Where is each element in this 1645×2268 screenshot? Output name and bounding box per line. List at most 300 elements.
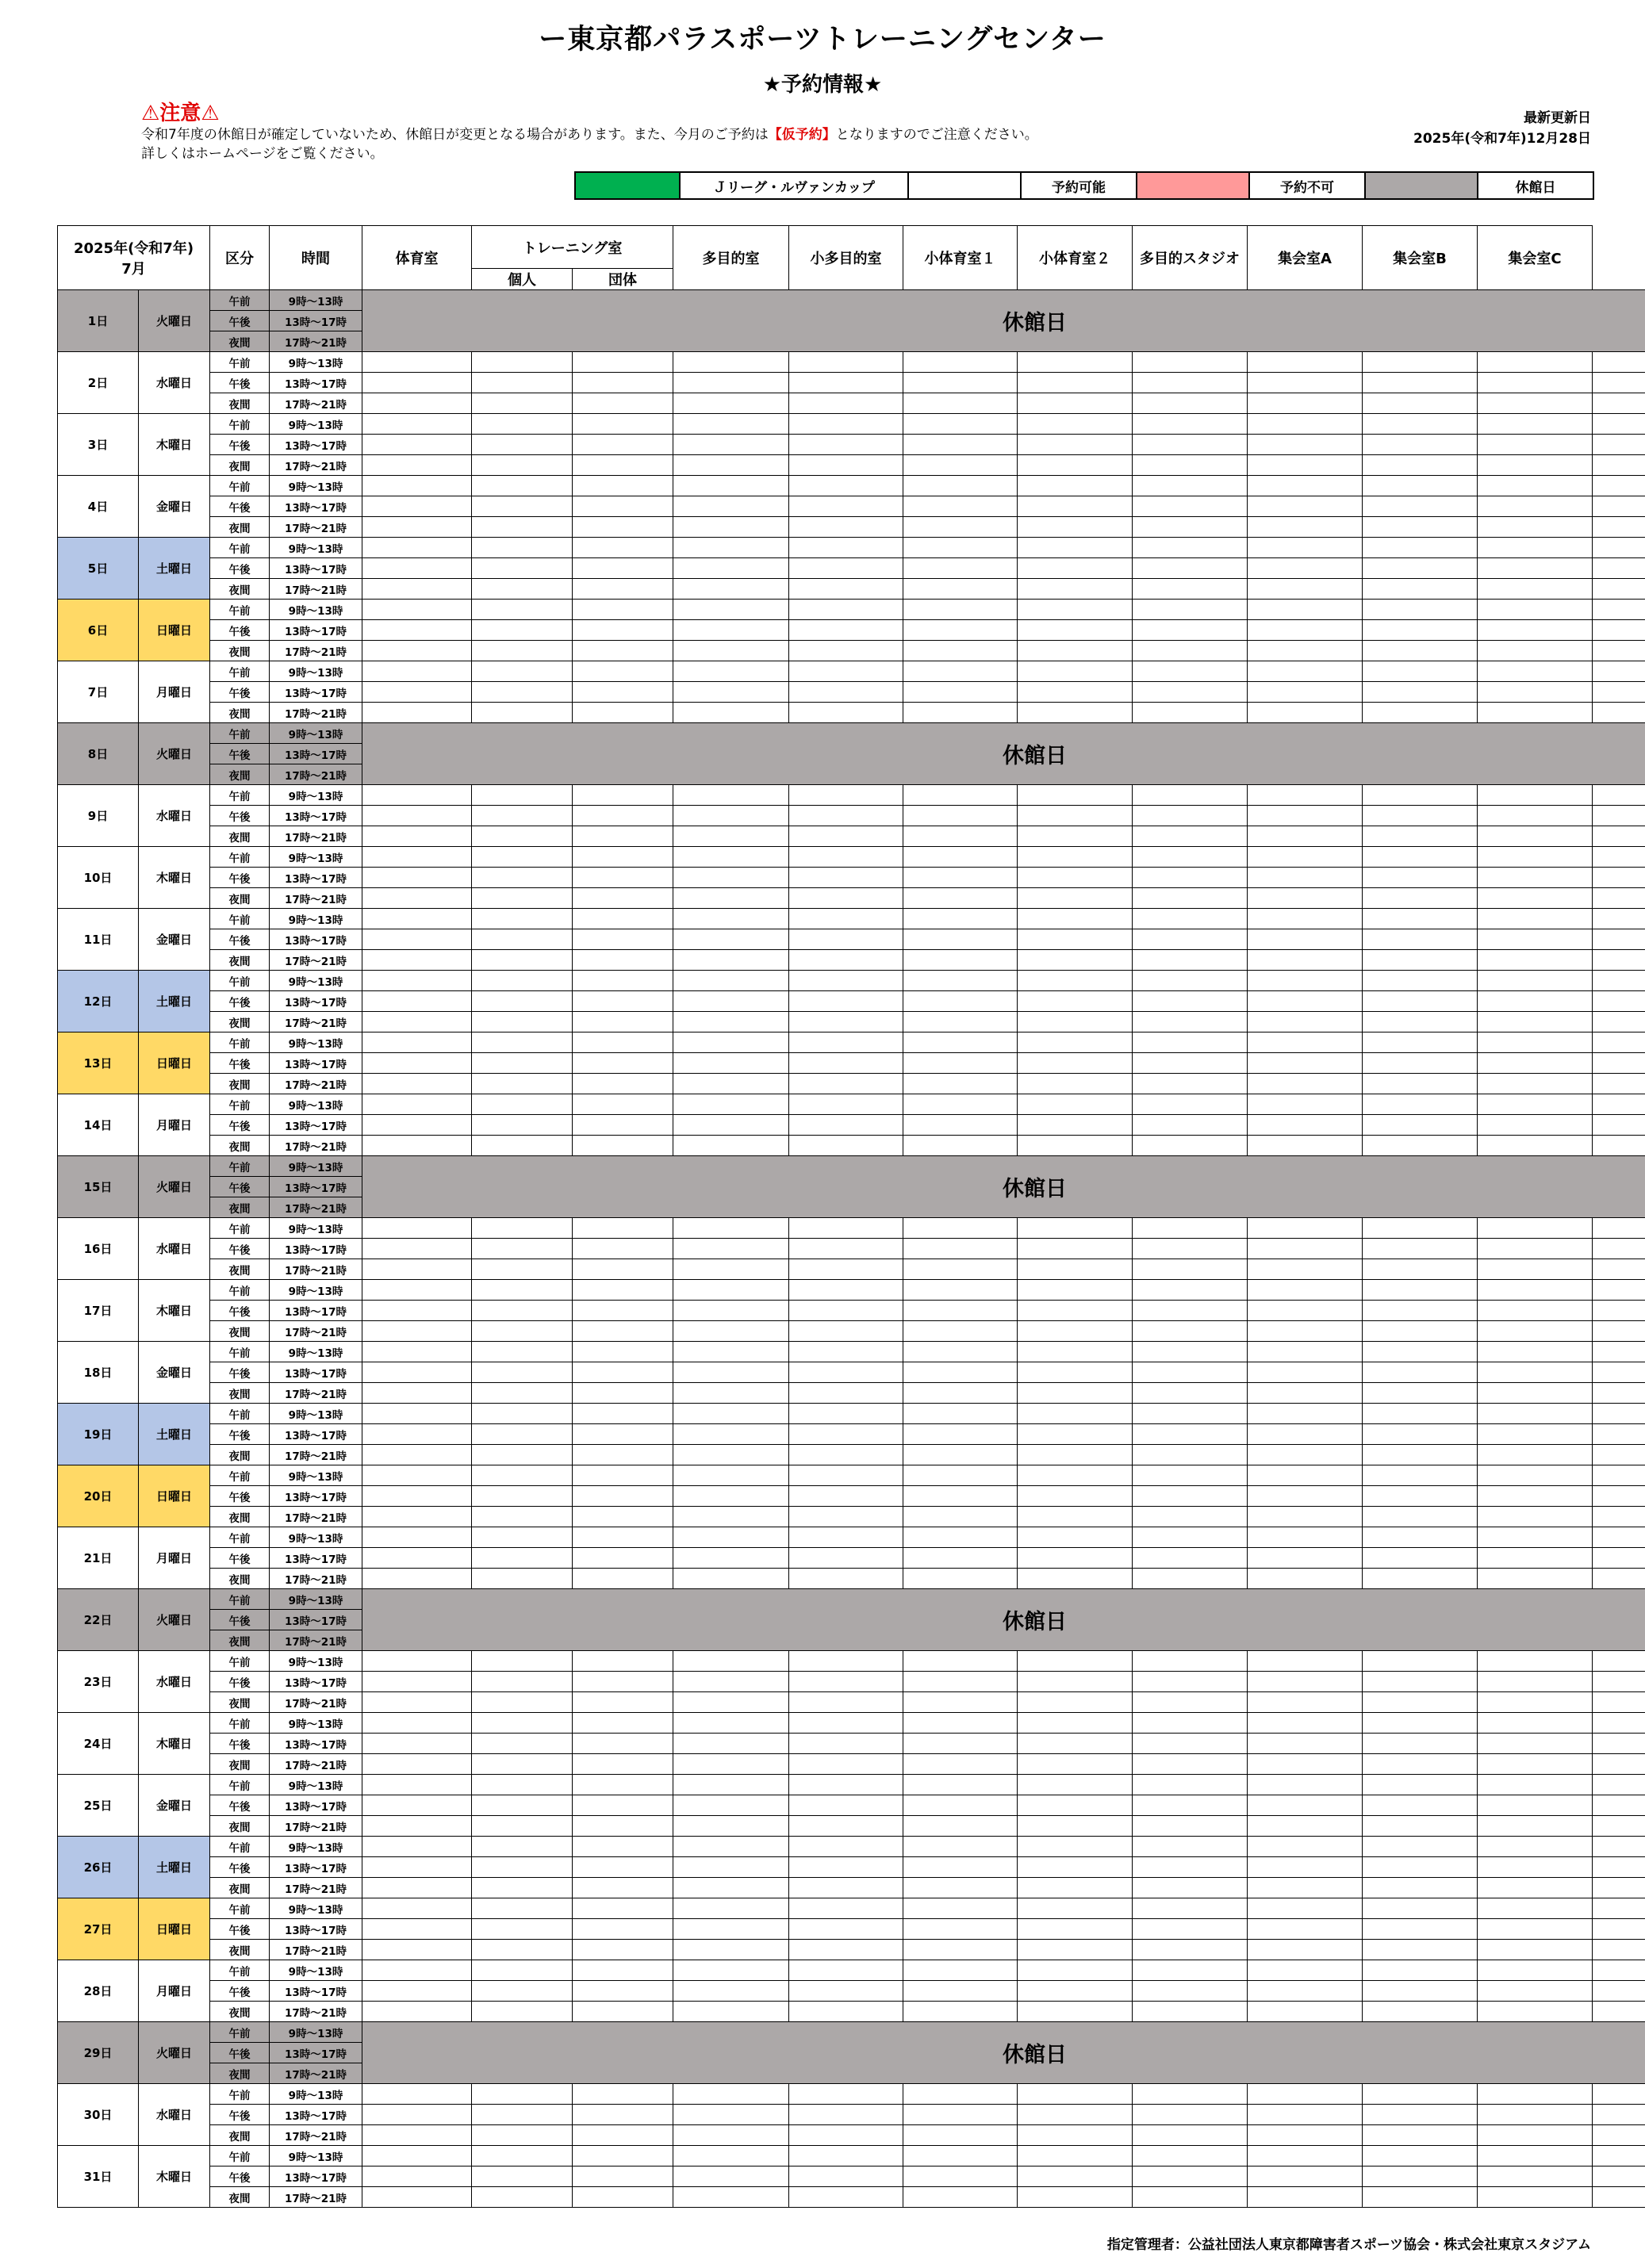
reservation-cell[interactable] bbox=[1133, 455, 1248, 476]
reservation-cell[interactable] bbox=[673, 2166, 789, 2187]
reservation-cell[interactable] bbox=[362, 2166, 472, 2187]
reservation-cell[interactable] bbox=[903, 847, 1018, 868]
reservation-cell[interactable] bbox=[1248, 1837, 1363, 1857]
reservation-cell[interactable] bbox=[1593, 1940, 1645, 1960]
reservation-cell[interactable] bbox=[1018, 2002, 1133, 2022]
reservation-cell[interactable] bbox=[573, 682, 673, 703]
reservation-cell[interactable] bbox=[472, 909, 573, 929]
reservation-cell[interactable] bbox=[362, 1445, 472, 1465]
reservation-cell[interactable] bbox=[1018, 1507, 1133, 1527]
reservation-cell[interactable] bbox=[673, 826, 789, 847]
reservation-cell[interactable] bbox=[1363, 929, 1478, 950]
reservation-cell[interactable] bbox=[1363, 1053, 1478, 1074]
reservation-cell[interactable] bbox=[1593, 888, 1645, 909]
reservation-cell[interactable] bbox=[472, 1321, 573, 1342]
reservation-cell[interactable] bbox=[789, 1404, 903, 1424]
reservation-cell[interactable] bbox=[472, 971, 573, 991]
reservation-cell[interactable] bbox=[362, 1115, 472, 1136]
reservation-cell[interactable] bbox=[1478, 703, 1593, 723]
reservation-cell[interactable] bbox=[1593, 909, 1645, 929]
reservation-cell[interactable] bbox=[573, 971, 673, 991]
reservation-cell[interactable] bbox=[362, 1342, 472, 1362]
reservation-cell[interactable] bbox=[472, 1404, 573, 1424]
reservation-cell[interactable] bbox=[573, 950, 673, 971]
reservation-cell[interactable] bbox=[903, 1878, 1018, 1898]
reservation-cell[interactable] bbox=[1018, 1218, 1133, 1239]
reservation-cell[interactable] bbox=[472, 2187, 573, 2208]
reservation-cell[interactable] bbox=[903, 1672, 1018, 1692]
reservation-cell[interactable] bbox=[573, 2002, 673, 2022]
reservation-cell[interactable] bbox=[1248, 414, 1363, 435]
reservation-cell[interactable] bbox=[1248, 1074, 1363, 1094]
reservation-cell[interactable] bbox=[789, 991, 903, 1012]
reservation-cell[interactable] bbox=[903, 1094, 1018, 1115]
reservation-cell[interactable] bbox=[573, 1940, 673, 1960]
reservation-cell[interactable] bbox=[1248, 971, 1363, 991]
reservation-cell[interactable] bbox=[673, 703, 789, 723]
reservation-cell[interactable] bbox=[472, 1548, 573, 1569]
reservation-cell[interactable] bbox=[1593, 1837, 1645, 1857]
reservation-cell[interactable] bbox=[362, 1672, 472, 1692]
reservation-cell[interactable] bbox=[1593, 1713, 1645, 1734]
reservation-cell[interactable] bbox=[573, 929, 673, 950]
reservation-cell[interactable] bbox=[472, 1898, 573, 1919]
reservation-cell[interactable] bbox=[472, 2146, 573, 2166]
reservation-cell[interactable] bbox=[1248, 373, 1363, 393]
reservation-cell[interactable] bbox=[1478, 1465, 1593, 1486]
reservation-cell[interactable] bbox=[573, 785, 673, 806]
reservation-cell[interactable] bbox=[903, 558, 1018, 579]
reservation-cell[interactable] bbox=[1363, 2084, 1478, 2105]
reservation-cell[interactable] bbox=[789, 455, 903, 476]
reservation-cell[interactable] bbox=[1478, 1321, 1593, 1342]
reservation-cell[interactable] bbox=[573, 600, 673, 620]
reservation-cell[interactable] bbox=[573, 476, 673, 496]
reservation-cell[interactable] bbox=[1133, 661, 1248, 682]
reservation-cell[interactable] bbox=[472, 785, 573, 806]
reservation-cell[interactable] bbox=[472, 1301, 573, 1321]
reservation-cell[interactable] bbox=[472, 847, 573, 868]
reservation-cell[interactable] bbox=[1133, 476, 1248, 496]
reservation-cell[interactable] bbox=[573, 1692, 673, 1713]
reservation-cell[interactable] bbox=[1248, 2105, 1363, 2125]
reservation-cell[interactable] bbox=[1133, 538, 1248, 558]
reservation-cell[interactable] bbox=[573, 1362, 673, 1383]
reservation-cell[interactable] bbox=[362, 1734, 472, 1754]
reservation-cell[interactable] bbox=[472, 1074, 573, 1094]
reservation-cell[interactable] bbox=[1133, 2084, 1248, 2105]
reservation-cell[interactable] bbox=[362, 1280, 472, 1301]
reservation-cell[interactable] bbox=[1133, 971, 1248, 991]
reservation-cell[interactable] bbox=[1593, 538, 1645, 558]
reservation-cell[interactable] bbox=[673, 991, 789, 1012]
reservation-cell[interactable] bbox=[573, 1342, 673, 1362]
reservation-cell[interactable] bbox=[362, 826, 472, 847]
reservation-cell[interactable] bbox=[1018, 971, 1133, 991]
reservation-cell[interactable] bbox=[1593, 971, 1645, 991]
reservation-cell[interactable] bbox=[1593, 2125, 1645, 2146]
reservation-cell[interactable] bbox=[1248, 1651, 1363, 1672]
reservation-cell[interactable] bbox=[1593, 1507, 1645, 1527]
reservation-cell[interactable] bbox=[1133, 1837, 1248, 1857]
reservation-cell[interactable] bbox=[1248, 868, 1363, 888]
reservation-cell[interactable] bbox=[1363, 682, 1478, 703]
reservation-cell[interactable] bbox=[573, 1094, 673, 1115]
reservation-cell[interactable] bbox=[1478, 2187, 1593, 2208]
reservation-cell[interactable] bbox=[1248, 806, 1363, 826]
reservation-cell[interactable] bbox=[1018, 579, 1133, 600]
reservation-cell[interactable] bbox=[362, 1053, 472, 1074]
reservation-cell[interactable] bbox=[1248, 1115, 1363, 1136]
reservation-cell[interactable] bbox=[1363, 2125, 1478, 2146]
reservation-cell[interactable] bbox=[789, 1239, 903, 1259]
reservation-cell[interactable] bbox=[789, 971, 903, 991]
reservation-cell[interactable] bbox=[362, 1074, 472, 1094]
reservation-cell[interactable] bbox=[1478, 579, 1593, 600]
reservation-cell[interactable] bbox=[1478, 1651, 1593, 1672]
reservation-cell[interactable] bbox=[1018, 1672, 1133, 1692]
reservation-cell[interactable] bbox=[789, 1527, 903, 1548]
reservation-cell[interactable] bbox=[472, 600, 573, 620]
reservation-cell[interactable] bbox=[1018, 785, 1133, 806]
reservation-cell[interactable] bbox=[472, 1734, 573, 1754]
reservation-cell[interactable] bbox=[1018, 806, 1133, 826]
reservation-cell[interactable] bbox=[472, 558, 573, 579]
reservation-cell[interactable] bbox=[903, 1527, 1018, 1548]
reservation-cell[interactable] bbox=[1478, 682, 1593, 703]
reservation-cell[interactable] bbox=[673, 1301, 789, 1321]
reservation-cell[interactable] bbox=[903, 826, 1018, 847]
reservation-cell[interactable] bbox=[1593, 1259, 1645, 1280]
reservation-cell[interactable] bbox=[472, 888, 573, 909]
reservation-cell[interactable] bbox=[573, 1321, 673, 1342]
reservation-cell[interactable] bbox=[1248, 888, 1363, 909]
reservation-cell[interactable] bbox=[1363, 558, 1478, 579]
reservation-cell[interactable] bbox=[673, 1775, 789, 1795]
reservation-cell[interactable] bbox=[472, 373, 573, 393]
reservation-cell[interactable] bbox=[789, 496, 903, 517]
reservation-cell[interactable] bbox=[1133, 847, 1248, 868]
reservation-cell[interactable] bbox=[903, 682, 1018, 703]
reservation-cell[interactable] bbox=[1478, 1404, 1593, 1424]
reservation-cell[interactable] bbox=[789, 1816, 903, 1837]
reservation-cell[interactable] bbox=[1018, 2084, 1133, 2105]
reservation-cell[interactable] bbox=[472, 435, 573, 455]
reservation-cell[interactable] bbox=[1133, 1960, 1248, 1981]
reservation-cell[interactable] bbox=[1018, 1032, 1133, 1053]
reservation-cell[interactable] bbox=[1018, 517, 1133, 538]
reservation-cell[interactable] bbox=[789, 950, 903, 971]
reservation-cell[interactable] bbox=[673, 1940, 789, 1960]
reservation-cell[interactable] bbox=[472, 1239, 573, 1259]
reservation-cell[interactable] bbox=[472, 1486, 573, 1507]
reservation-cell[interactable] bbox=[362, 1259, 472, 1280]
reservation-cell[interactable] bbox=[362, 517, 472, 538]
reservation-cell[interactable] bbox=[673, 2084, 789, 2105]
reservation-cell[interactable] bbox=[1018, 2166, 1133, 2187]
reservation-cell[interactable] bbox=[1478, 1816, 1593, 1837]
reservation-cell[interactable] bbox=[1248, 1795, 1363, 1816]
reservation-cell[interactable] bbox=[1363, 1734, 1478, 1754]
reservation-cell[interactable] bbox=[673, 1032, 789, 1053]
reservation-cell[interactable] bbox=[1018, 1837, 1133, 1857]
reservation-cell[interactable] bbox=[789, 2187, 903, 2208]
reservation-cell[interactable] bbox=[1478, 1734, 1593, 1754]
reservation-cell[interactable] bbox=[789, 1878, 903, 1898]
reservation-cell[interactable] bbox=[1363, 1919, 1478, 1940]
reservation-cell[interactable] bbox=[1133, 1424, 1248, 1445]
reservation-cell[interactable] bbox=[673, 414, 789, 435]
reservation-cell[interactable] bbox=[1018, 1259, 1133, 1280]
reservation-cell[interactable] bbox=[1363, 661, 1478, 682]
reservation-cell[interactable] bbox=[1593, 1486, 1645, 1507]
reservation-cell[interactable] bbox=[1593, 476, 1645, 496]
reservation-cell[interactable] bbox=[1133, 2187, 1248, 2208]
reservation-cell[interactable] bbox=[472, 620, 573, 641]
reservation-cell[interactable] bbox=[1478, 1239, 1593, 1259]
reservation-cell[interactable] bbox=[1248, 661, 1363, 682]
reservation-cell[interactable] bbox=[1593, 806, 1645, 826]
reservation-cell[interactable] bbox=[1248, 1734, 1363, 1754]
reservation-cell[interactable] bbox=[1248, 1445, 1363, 1465]
reservation-cell[interactable] bbox=[1478, 1486, 1593, 1507]
reservation-cell[interactable] bbox=[362, 929, 472, 950]
reservation-cell[interactable] bbox=[789, 1651, 903, 1672]
reservation-cell[interactable] bbox=[673, 2146, 789, 2166]
reservation-cell[interactable] bbox=[1478, 2125, 1593, 2146]
reservation-cell[interactable] bbox=[1018, 620, 1133, 641]
reservation-cell[interactable] bbox=[1248, 909, 1363, 929]
reservation-cell[interactable] bbox=[673, 806, 789, 826]
reservation-cell[interactable] bbox=[673, 517, 789, 538]
reservation-cell[interactable] bbox=[903, 661, 1018, 682]
reservation-cell[interactable] bbox=[1018, 496, 1133, 517]
reservation-cell[interactable] bbox=[472, 2084, 573, 2105]
reservation-cell[interactable] bbox=[903, 1692, 1018, 1713]
reservation-cell[interactable] bbox=[573, 1301, 673, 1321]
reservation-cell[interactable] bbox=[573, 352, 673, 373]
reservation-cell[interactable] bbox=[1363, 393, 1478, 414]
reservation-cell[interactable] bbox=[1593, 1775, 1645, 1795]
reservation-cell[interactable] bbox=[472, 806, 573, 826]
reservation-cell[interactable] bbox=[1363, 2166, 1478, 2187]
reservation-cell[interactable] bbox=[1593, 1032, 1645, 1053]
reservation-cell[interactable] bbox=[1593, 1548, 1645, 1569]
reservation-cell[interactable] bbox=[1018, 1775, 1133, 1795]
reservation-cell[interactable] bbox=[1133, 1094, 1248, 1115]
reservation-cell[interactable] bbox=[1018, 641, 1133, 661]
reservation-cell[interactable] bbox=[1248, 1754, 1363, 1775]
reservation-cell[interactable] bbox=[673, 1527, 789, 1548]
reservation-cell[interactable] bbox=[573, 1754, 673, 1775]
reservation-cell[interactable] bbox=[789, 1074, 903, 1094]
reservation-cell[interactable] bbox=[789, 1053, 903, 1074]
reservation-cell[interactable] bbox=[1593, 1321, 1645, 1342]
reservation-cell[interactable] bbox=[1478, 1672, 1593, 1692]
reservation-cell[interactable] bbox=[1248, 2187, 1363, 2208]
reservation-cell[interactable] bbox=[1133, 1734, 1248, 1754]
reservation-cell[interactable] bbox=[362, 991, 472, 1012]
reservation-cell[interactable] bbox=[573, 496, 673, 517]
reservation-cell[interactable] bbox=[1248, 1053, 1363, 1074]
reservation-cell[interactable] bbox=[1018, 1816, 1133, 1837]
reservation-cell[interactable] bbox=[789, 703, 903, 723]
reservation-cell[interactable] bbox=[362, 1569, 472, 1589]
reservation-cell[interactable] bbox=[1018, 414, 1133, 435]
reservation-cell[interactable] bbox=[1593, 2084, 1645, 2105]
reservation-cell[interactable] bbox=[472, 1383, 573, 1404]
reservation-cell[interactable] bbox=[903, 1383, 1018, 1404]
reservation-cell[interactable] bbox=[1478, 517, 1593, 538]
reservation-cell[interactable] bbox=[673, 929, 789, 950]
reservation-cell[interactable] bbox=[1133, 558, 1248, 579]
reservation-cell[interactable] bbox=[472, 929, 573, 950]
reservation-cell[interactable] bbox=[1593, 1136, 1645, 1156]
reservation-cell[interactable] bbox=[789, 2166, 903, 2187]
reservation-cell[interactable] bbox=[1363, 352, 1478, 373]
reservation-cell[interactable] bbox=[789, 868, 903, 888]
reservation-cell[interactable] bbox=[903, 1424, 1018, 1445]
reservation-cell[interactable] bbox=[1133, 1239, 1248, 1259]
reservation-cell[interactable] bbox=[789, 1342, 903, 1362]
reservation-cell[interactable] bbox=[472, 1878, 573, 1898]
reservation-cell[interactable] bbox=[1133, 909, 1248, 929]
reservation-cell[interactable] bbox=[903, 2002, 1018, 2022]
reservation-cell[interactable] bbox=[1363, 517, 1478, 538]
reservation-cell[interactable] bbox=[789, 1775, 903, 1795]
reservation-cell[interactable] bbox=[1363, 1940, 1478, 1960]
reservation-cell[interactable] bbox=[789, 847, 903, 868]
reservation-cell[interactable] bbox=[1133, 1713, 1248, 1734]
reservation-cell[interactable] bbox=[472, 1280, 573, 1301]
reservation-cell[interactable] bbox=[1363, 1569, 1478, 1589]
reservation-cell[interactable] bbox=[1018, 2187, 1133, 2208]
reservation-cell[interactable] bbox=[1363, 2105, 1478, 2125]
reservation-cell[interactable] bbox=[1133, 1898, 1248, 1919]
reservation-cell[interactable] bbox=[1363, 1424, 1478, 1445]
reservation-cell[interactable] bbox=[362, 2187, 472, 2208]
reservation-cell[interactable] bbox=[1248, 1692, 1363, 1713]
reservation-cell[interactable] bbox=[573, 1486, 673, 1507]
reservation-cell[interactable] bbox=[573, 517, 673, 538]
reservation-cell[interactable] bbox=[1363, 1672, 1478, 1692]
reservation-cell[interactable] bbox=[1363, 971, 1478, 991]
reservation-cell[interactable] bbox=[789, 1136, 903, 1156]
reservation-cell[interactable] bbox=[789, 929, 903, 950]
reservation-cell[interactable] bbox=[1248, 1940, 1363, 1960]
reservation-cell[interactable] bbox=[1133, 393, 1248, 414]
reservation-cell[interactable] bbox=[1478, 806, 1593, 826]
reservation-cell[interactable] bbox=[362, 1775, 472, 1795]
reservation-cell[interactable] bbox=[362, 641, 472, 661]
reservation-cell[interactable] bbox=[673, 1218, 789, 1239]
reservation-cell[interactable] bbox=[1018, 909, 1133, 929]
reservation-cell[interactable] bbox=[789, 1734, 903, 1754]
reservation-cell[interactable] bbox=[362, 1857, 472, 1878]
reservation-cell[interactable] bbox=[673, 1053, 789, 1074]
reservation-cell[interactable] bbox=[1018, 1012, 1133, 1032]
reservation-cell[interactable] bbox=[673, 579, 789, 600]
reservation-cell[interactable] bbox=[1478, 661, 1593, 682]
reservation-cell[interactable] bbox=[789, 2084, 903, 2105]
reservation-cell[interactable] bbox=[1248, 2084, 1363, 2105]
reservation-cell[interactable] bbox=[1363, 1754, 1478, 1775]
reservation-cell[interactable] bbox=[1363, 1692, 1478, 1713]
reservation-cell[interactable] bbox=[1593, 1651, 1645, 1672]
reservation-cell[interactable] bbox=[362, 352, 472, 373]
reservation-cell[interactable] bbox=[673, 435, 789, 455]
reservation-cell[interactable] bbox=[789, 1362, 903, 1383]
reservation-cell[interactable] bbox=[1363, 476, 1478, 496]
reservation-cell[interactable] bbox=[573, 2166, 673, 2187]
reservation-cell[interactable] bbox=[362, 1301, 472, 1321]
reservation-cell[interactable] bbox=[1133, 1816, 1248, 1837]
reservation-cell[interactable] bbox=[1248, 1898, 1363, 1919]
reservation-cell[interactable] bbox=[673, 393, 789, 414]
reservation-cell[interactable] bbox=[1018, 1280, 1133, 1301]
reservation-cell[interactable] bbox=[472, 2105, 573, 2125]
reservation-cell[interactable] bbox=[573, 909, 673, 929]
reservation-cell[interactable] bbox=[673, 1342, 789, 1362]
reservation-cell[interactable] bbox=[1248, 476, 1363, 496]
reservation-cell[interactable] bbox=[1133, 1857, 1248, 1878]
reservation-cell[interactable] bbox=[472, 1342, 573, 1362]
reservation-cell[interactable] bbox=[362, 1713, 472, 1734]
reservation-cell[interactable] bbox=[903, 971, 1018, 991]
reservation-cell[interactable] bbox=[1018, 558, 1133, 579]
reservation-cell[interactable] bbox=[1018, 682, 1133, 703]
reservation-cell[interactable] bbox=[472, 1218, 573, 1239]
reservation-cell[interactable] bbox=[673, 1404, 789, 1424]
reservation-cell[interactable] bbox=[472, 1259, 573, 1280]
reservation-cell[interactable] bbox=[573, 1734, 673, 1754]
reservation-cell[interactable] bbox=[903, 703, 1018, 723]
reservation-cell[interactable] bbox=[1478, 1094, 1593, 1115]
reservation-cell[interactable] bbox=[1478, 971, 1593, 991]
reservation-cell[interactable] bbox=[1363, 2002, 1478, 2022]
reservation-cell[interactable] bbox=[1593, 1672, 1645, 1692]
reservation-cell[interactable] bbox=[1478, 1012, 1593, 1032]
reservation-cell[interactable] bbox=[1248, 1981, 1363, 2002]
reservation-cell[interactable] bbox=[1248, 1280, 1363, 1301]
reservation-cell[interactable] bbox=[362, 1878, 472, 1898]
reservation-cell[interactable] bbox=[1133, 1280, 1248, 1301]
reservation-cell[interactable] bbox=[1363, 826, 1478, 847]
reservation-cell[interactable] bbox=[903, 1816, 1018, 1837]
reservation-cell[interactable] bbox=[1133, 1672, 1248, 1692]
reservation-cell[interactable] bbox=[573, 455, 673, 476]
reservation-cell[interactable] bbox=[1593, 1424, 1645, 1445]
reservation-cell[interactable] bbox=[472, 517, 573, 538]
reservation-cell[interactable] bbox=[1133, 620, 1248, 641]
reservation-cell[interactable] bbox=[903, 806, 1018, 826]
reservation-cell[interactable] bbox=[673, 1465, 789, 1486]
reservation-cell[interactable] bbox=[362, 785, 472, 806]
reservation-cell[interactable] bbox=[1133, 1115, 1248, 1136]
reservation-cell[interactable] bbox=[1133, 1012, 1248, 1032]
reservation-cell[interactable] bbox=[1593, 868, 1645, 888]
reservation-cell[interactable] bbox=[1593, 1465, 1645, 1486]
reservation-cell[interactable] bbox=[472, 1507, 573, 1527]
reservation-cell[interactable] bbox=[673, 1672, 789, 1692]
reservation-cell[interactable] bbox=[673, 558, 789, 579]
reservation-cell[interactable] bbox=[789, 826, 903, 847]
reservation-cell[interactable] bbox=[673, 1115, 789, 1136]
reservation-cell[interactable] bbox=[1478, 476, 1593, 496]
reservation-cell[interactable] bbox=[1593, 435, 1645, 455]
reservation-cell[interactable] bbox=[1363, 1465, 1478, 1486]
reservation-cell[interactable] bbox=[1363, 1775, 1478, 1795]
